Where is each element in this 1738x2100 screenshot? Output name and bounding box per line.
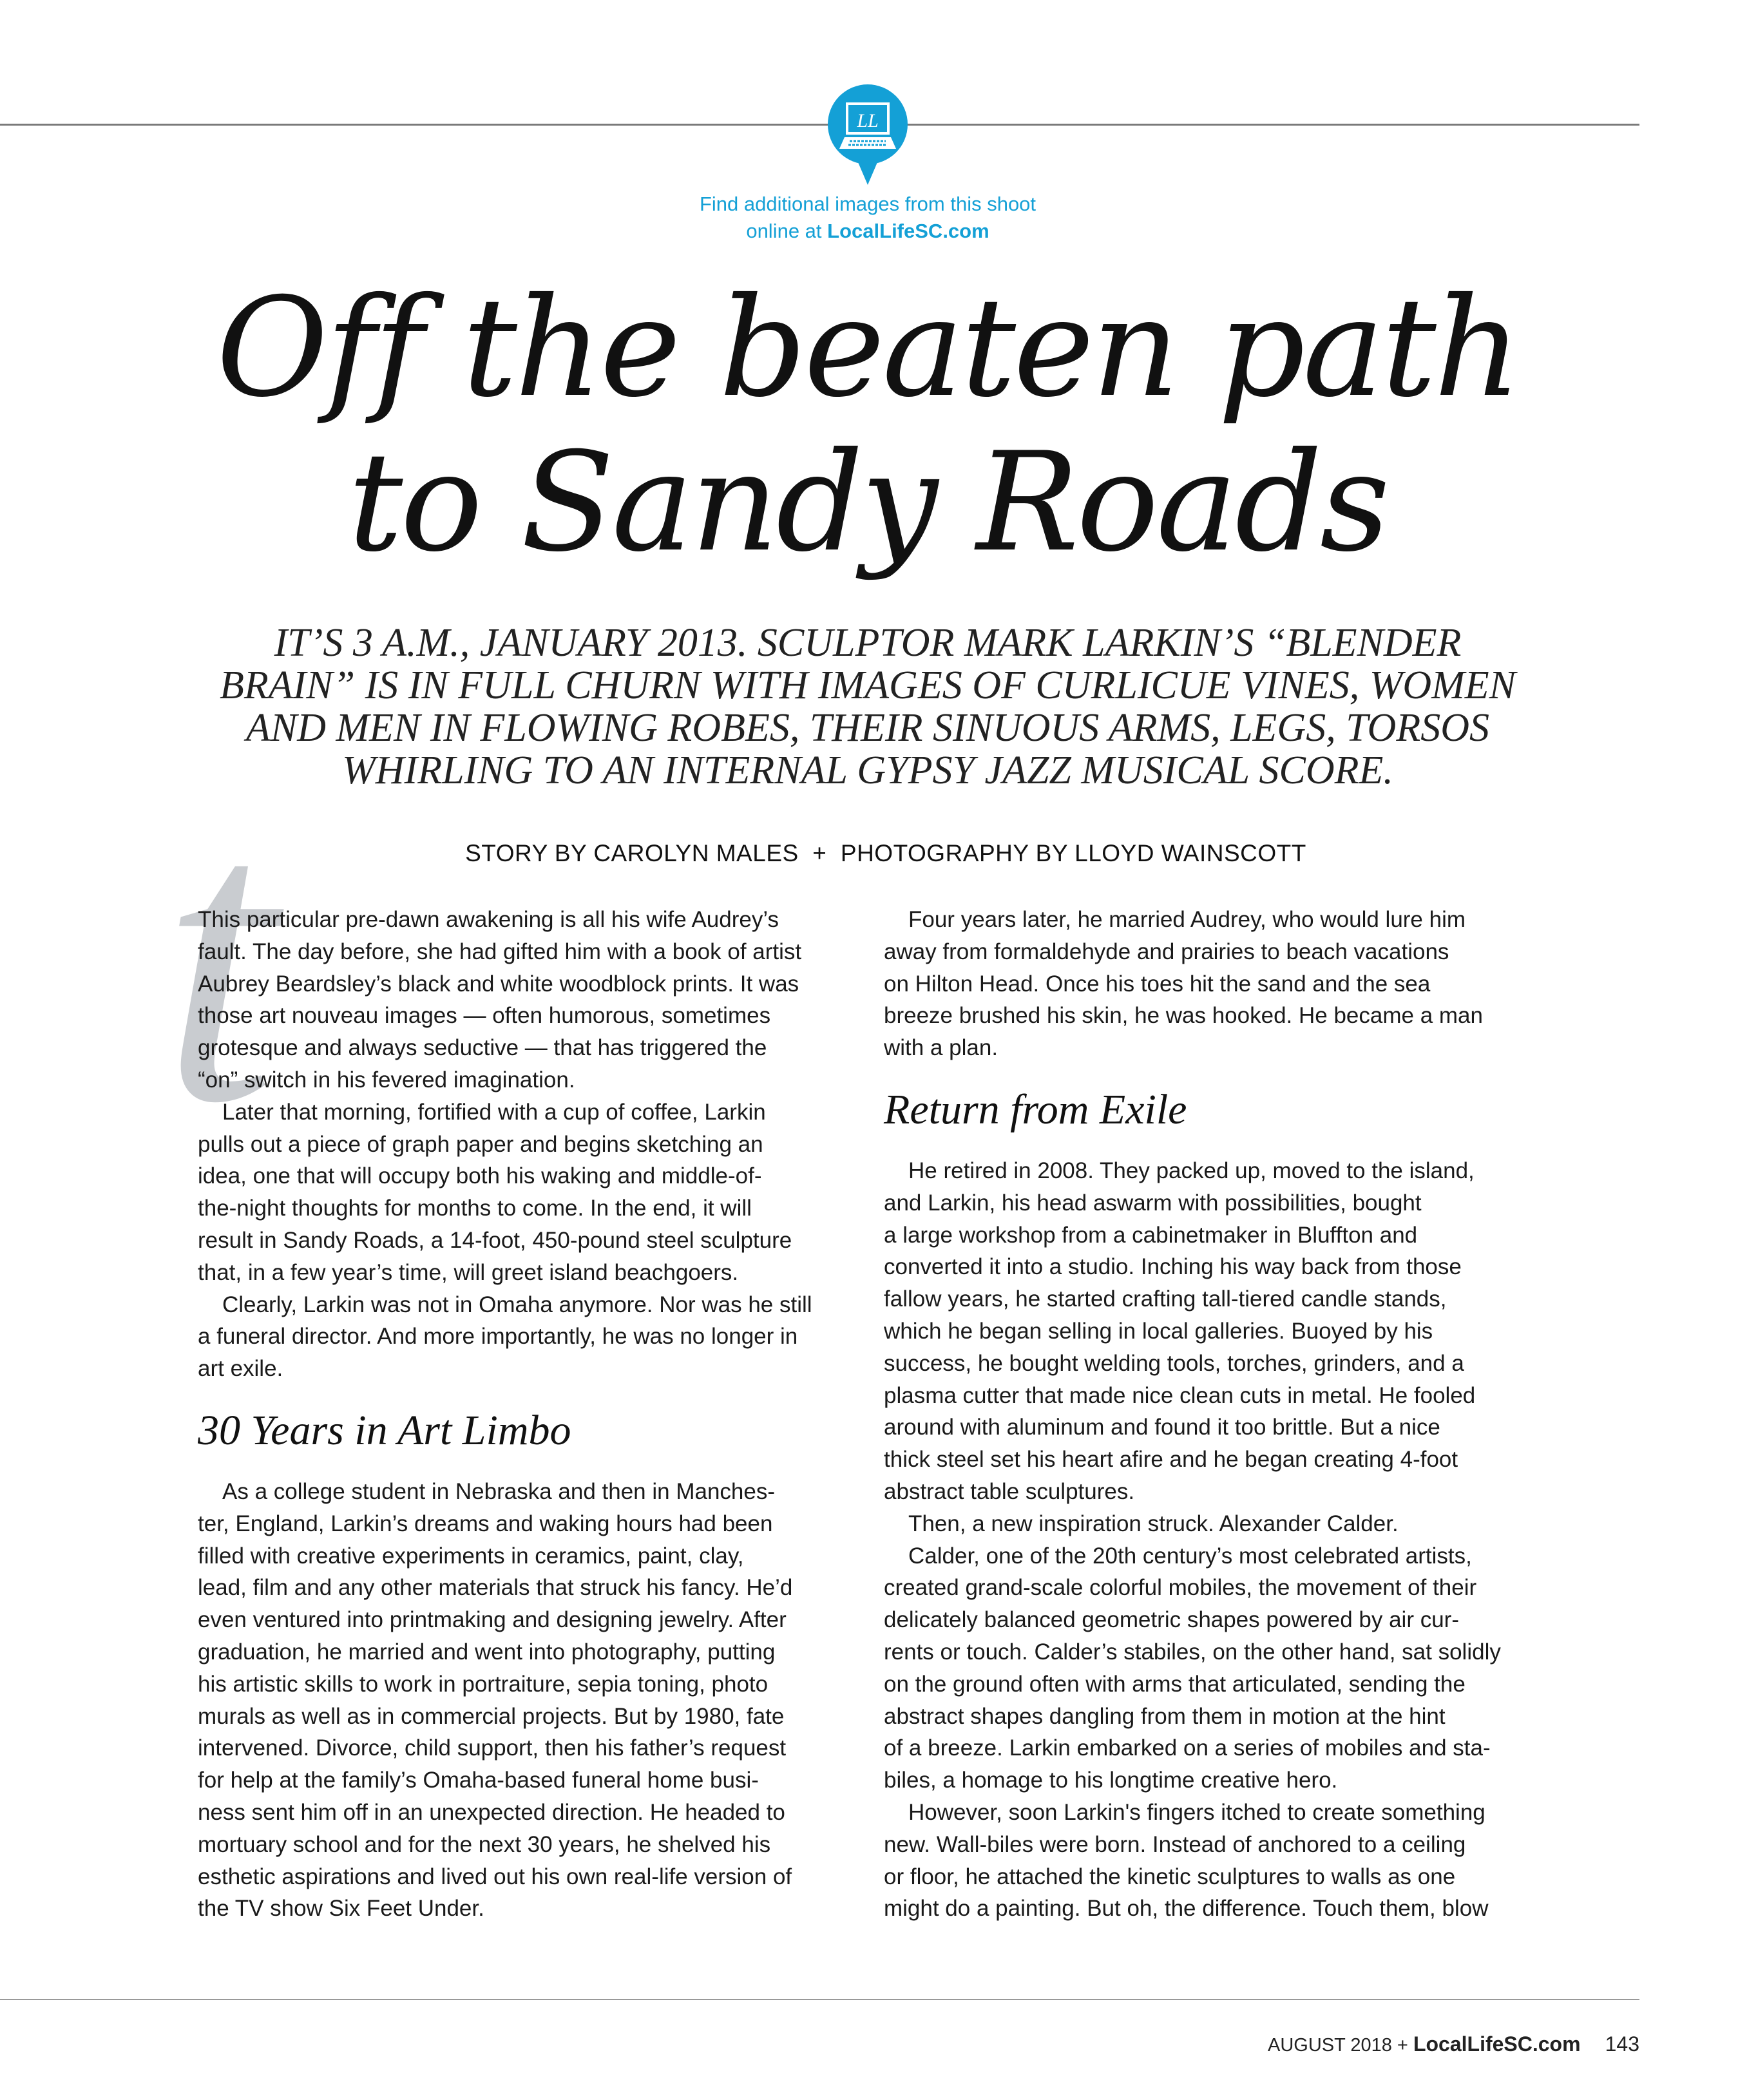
text-line: Aubrey Beardsley’s black and white woodblock prints. It was [198, 971, 799, 997]
text-line: He retired in 2008. They packed up, moved to the island, [908, 1158, 1475, 1183]
text-line: idea, one that will occupy both his waking and middle-of- [198, 1163, 762, 1189]
byline: STORY BY CAROLYN MALES + PHOTOGRAPHY BY LLOYD WAINSCOTT [465, 840, 1306, 866]
text-line: intervened. Divorce, child support, then his father’s request [198, 1735, 787, 1761]
text-line: grotesque and always seductive — that has triggered the [198, 1035, 767, 1061]
paragraph [884, 904, 1547, 1064]
article-column-1 [198, 904, 861, 1925]
text-line: graduation, he married and went into photography, putting [198, 1639, 776, 1665]
text-line: fault. The day before, she had gifted him with a book of artist [198, 939, 802, 964]
text-line: Then, a new inspiration struck. Alexander Calder. [908, 1511, 1399, 1536]
paragraph [198, 1096, 861, 1289]
top-rule [0, 124, 1639, 126]
article-column-2 [884, 904, 1547, 1925]
promo-prefix: online at [746, 220, 822, 242]
text-line: a funeral director. And more importantly, he was no longer in [198, 1324, 798, 1350]
text-line: of a breeze. Larkin embarked on a series of mobiles and sta- [884, 1735, 1491, 1761]
text-line: and Larkin, his head aswarm with possibilities, bought [884, 1190, 1422, 1216]
text-line: thick steel set his heart afire and he began creating 4-foot [884, 1447, 1458, 1473]
text-line: filled with creative experiments in ceramics, paint, clay, [198, 1543, 744, 1569]
text-line: Four years later, he married Audrey, who would lure him [908, 907, 1466, 932]
text-line: for help at the family’s Omaha-based funeral home busi- [198, 1768, 759, 1793]
text-line: biles, a homage to his longtime creative hero. [884, 1768, 1338, 1793]
online-promo [546, 191, 1190, 245]
text-line: away from formaldehyde and prairies to beach vacations [884, 939, 1449, 964]
text-line: might do a painting. But oh, the difference. Touch them, blow [884, 1896, 1489, 1922]
deck-line: WHIRLING TO AN INTERNAL GYPSY JAZZ MUSICAL SCORE. [342, 749, 1393, 792]
title-line-1: Off the beaten path [216, 268, 1520, 427]
text-line: This particular pre-dawn awakening is all his wife Audrey’s [198, 907, 779, 932]
paragraph [884, 1508, 1547, 1540]
paragraph [884, 1155, 1547, 1508]
page-number: 143 [1605, 2032, 1639, 2056]
text-line: “on” switch in his fevered imagination. [198, 1067, 575, 1093]
text-line: plasma cutter that made nice clean cuts in metal. He fooled [884, 1382, 1476, 1408]
text-line: or floor, he attached the kinetic sculptures to walls as one [884, 1864, 1456, 1889]
text-line: Calder, one of the 20th century’s most celebrated artists, [908, 1543, 1472, 1569]
text-line: pulls out a piece of graph paper and begins sketching an [198, 1131, 763, 1157]
section-heading: Return from Exile [884, 1085, 1187, 1133]
text-line: with a plan. [884, 1035, 998, 1061]
paragraph [884, 1797, 1547, 1925]
text-line: fallow years, he started crafting tall-tiered candle stands, [884, 1286, 1447, 1312]
text-line: success, he bought welding tools, torches, grinders, and a [884, 1350, 1464, 1376]
footer-issue: AUGUST 2018 + [1267, 2035, 1408, 2056]
text-line: rents or touch. Calder’s stabiles, on the other hand, sat solidly [884, 1639, 1501, 1665]
logo-text: LL [857, 110, 879, 131]
text-line: mortuary school and for the next 30 years, he shelved his [198, 1831, 771, 1857]
text-line: ness sent him off in an unexpected direction. He headed to [198, 1799, 785, 1825]
text-line: delicately balanced geometric shapes powered by air cur- [884, 1607, 1459, 1633]
text-line: that, in a few year’s time, will greet island beachgoers. [198, 1259, 739, 1285]
bottom-rule [0, 1999, 1639, 2000]
text-line: ter, England, Larkin’s dreams and waking hours had been [198, 1511, 773, 1536]
text-line: Clearly, Larkin was not in Omaha anymore. Nor was he still [222, 1292, 812, 1317]
deck-line: IT’S 3 A.M., JANUARY 2013. SCULPTOR MARK LARKIN’S “BLENDER [274, 621, 1462, 665]
text-line: esthetic aspirations and lived out his own real-life version of [198, 1864, 792, 1889]
text-line: However, soon Larkin's fingers itched to create something [908, 1799, 1485, 1825]
deck-line: BRAIN” IS IN FULL CHURN WITH IMAGES OF CURLICUE VINES, WOMEN [219, 663, 1516, 707]
text-line: As a college student in Nebraska and then in Manches- [222, 1478, 776, 1504]
article-deck [95, 622, 1641, 792]
text-line: new. Wall-biles were born. Instead of anchored to a ceiling [884, 1831, 1466, 1857]
paragraph [198, 1289, 861, 1385]
text-line: which he began selling in local galleries. Buoyed by his [884, 1318, 1433, 1344]
text-line: result in Sandy Roads, a 14-foot, 450-pound steel sculpture [198, 1227, 792, 1253]
laptop-icon [825, 82, 910, 185]
text-line: the-night thoughts for months to come. In the end, it will [198, 1196, 752, 1221]
text-line: the TV show Six Feet Under. [198, 1896, 484, 1922]
text-line: even ventured into printmaking and designing jewelry. After [198, 1607, 787, 1633]
section-heading: 30 Years in Art Limbo [198, 1406, 571, 1454]
deck-line: AND MEN IN FLOWING ROBES, THEIR SINUOUS ARMS, LEGS, TORSOS [246, 706, 1489, 750]
text-line: abstract table sculptures. [884, 1478, 1135, 1504]
text-line: on the ground often with arms that articulated, sending the [884, 1671, 1466, 1697]
text-line: Later that morning, fortified with a cup of coffee, Larkin [222, 1099, 766, 1125]
text-line: lead, film and any other materials that struck his fancy. He’d [198, 1575, 793, 1601]
text-line: murals as well as in commercial projects. But by 1980, fate [198, 1703, 785, 1729]
text-line: a large workshop from a cabinetmaker in Bluffton and [884, 1222, 1418, 1248]
paragraph [198, 1476, 861, 1925]
text-line: those art nouveau images — often humorous, sometimes [198, 1003, 771, 1029]
text-line: art exile. [198, 1356, 283, 1382]
text-line: abstract shapes dangling from them in motion at the hint [884, 1703, 1446, 1729]
footer-site[interactable]: LocalLifeSC.com [1413, 2032, 1581, 2056]
promo-link[interactable]: LocalLifeSC.com [827, 220, 989, 242]
article-title [95, 268, 1641, 582]
paragraph [884, 1540, 1547, 1797]
text-line: breeze brushed his skin, he was hooked. He became a man [884, 1003, 1483, 1029]
drop-cap: t [161, 732, 276, 1188]
page-footer [1268, 2032, 1639, 2056]
text-line: his artistic skills to work in portraiture, sepia toning, photo [198, 1671, 769, 1697]
text-line: on Hilton Head. Once his toes hit the sand and the sea [884, 971, 1431, 997]
promo-line-1: Find additional images from this shoot [699, 193, 1036, 215]
title-line-2: to Sandy Roads [348, 423, 1388, 582]
paragraph [198, 904, 861, 1096]
text-line: converted it into a studio. Inching his way back from those [884, 1254, 1462, 1280]
text-line: created grand-scale colorful mobiles, the movement of their [884, 1575, 1477, 1601]
text-line: around with aluminum and found it too brittle. But a nice [884, 1415, 1440, 1440]
